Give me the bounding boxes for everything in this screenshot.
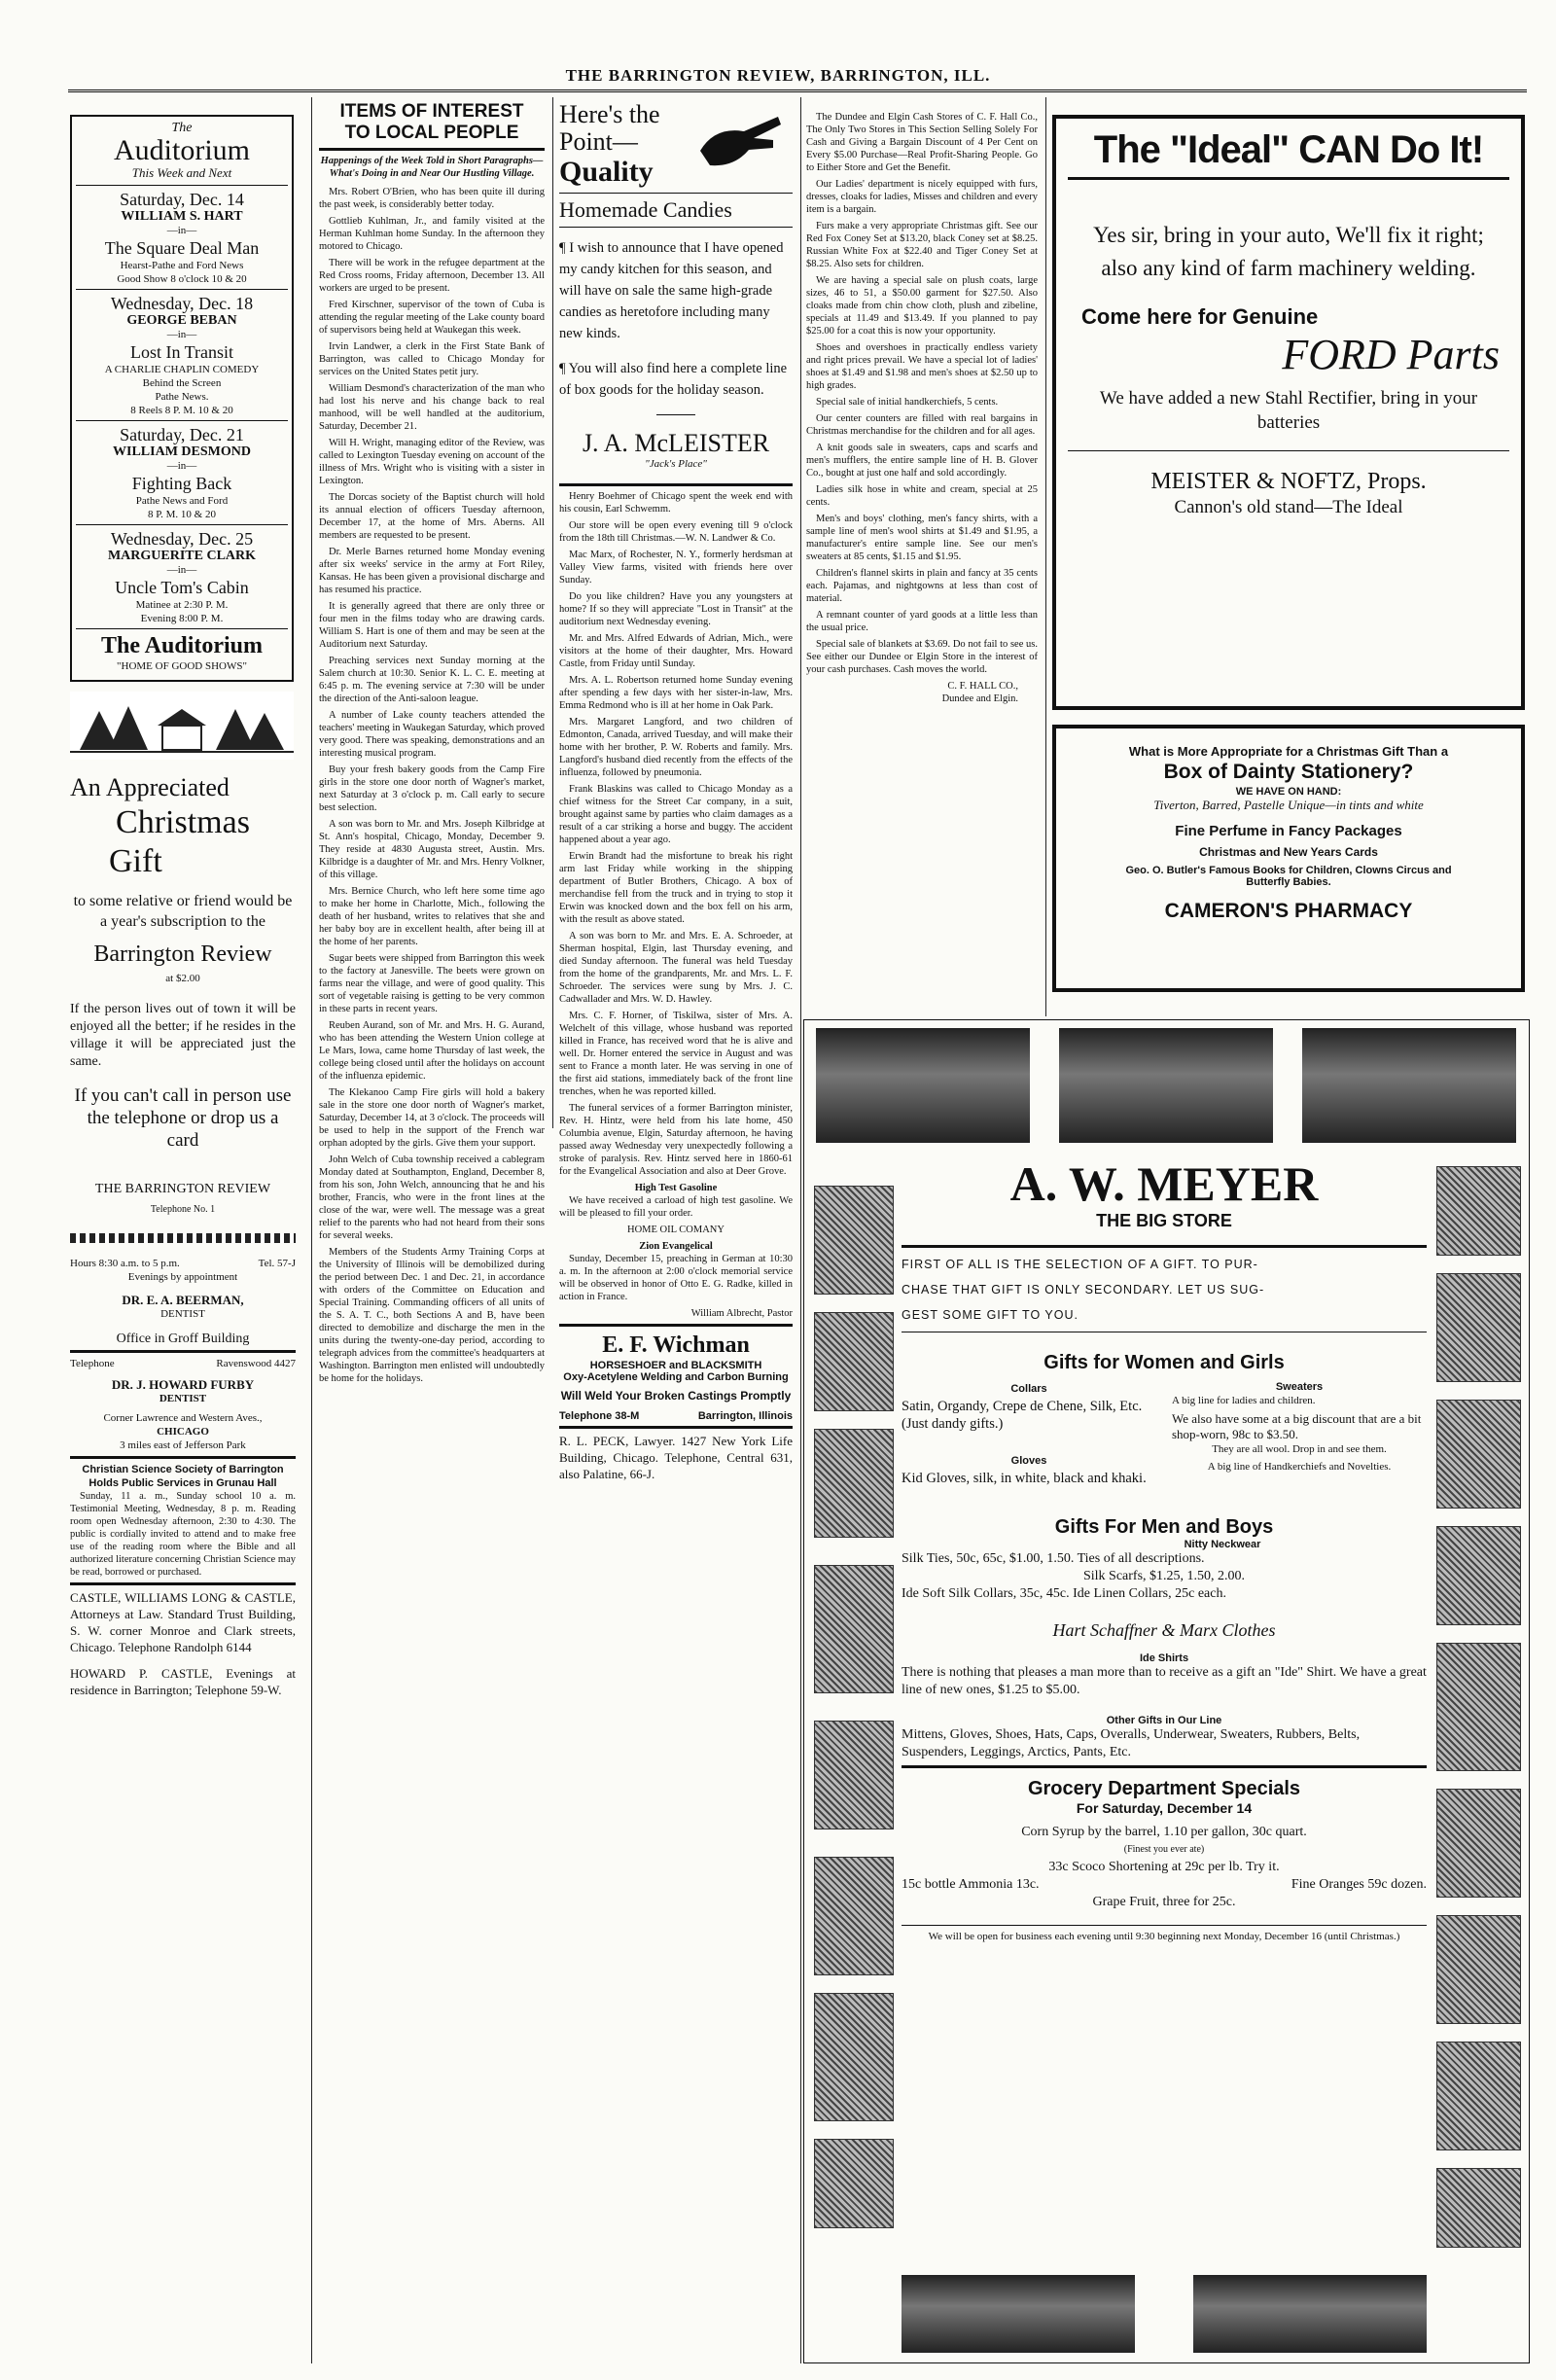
news-paragraph: Dr. Merle Barnes returned home Monday evening after six weeks' service in the army at Fort Riley, Kansas. He has been given a provisional discharge and has resumed his practice. [319,547,545,595]
science-notice [70,1463,296,1579]
furby-city: CHICAGO [157,1426,209,1438]
event-date: Saturday, Dec. 21 [120,425,244,444]
hdk: A big line of Handkerchiefs and Novelties. [1207,1461,1392,1473]
furby-miles: 3 miles east of Jefferson Park [120,1439,246,1451]
news-paragraph: A son was born to Mr. and Mrs. E. A. Schroeder, at Sherman hospital, Elgin, last Thursday evening, and died Sunday afternoon. The funeral was held Tuesday from the home of the grandparents, Mr. and Mrs. L. F. Schroeder. The services were sung by Mrs. J. C. Cadwallader and Mrs. W. D. Hawley. [559,931,793,1005]
furby-ad [70,1357,296,1452]
event-date: Saturday, Dec. 14 [120,190,244,209]
masthead: THE BARRINGTON REVIEW, BARRINGTON, ILL. [565,66,991,85]
zion-sig: William Albrecht, Pastor [690,1308,793,1319]
ideal-title: The "Ideal" CAN Do It! [1093,128,1484,171]
other-label: Other Gifts in Our Line [1106,1715,1222,1726]
toy-illustration [814,1312,894,1411]
ideal-stand: Cannon's old stand—The Ideal [1174,497,1403,517]
zion-body: Sunday, December 15, preaching in German at 10:30 a. m. In the afternoon at 2:00 o'clock memorial service will be observed in honor of Otto E. G. Radke, killed in action in France. [559,1254,793,1302]
news-paragraph: It is generally agreed that there are only three or four men in the films today who are drawing cards. William S. Hart is one of them and may be seen at the Auditorium next Saturday. [319,601,545,650]
news-paragraph: Frank Blaskins was called to Chicago Monday as a chief witness for the Street Car company, in a suit, brought against same by parties who claim damages as a result of a car striking a horse and buggy. The accident happened about a year ago. [559,784,793,845]
event-in: —in— [166,460,197,472]
sweaters-label: Sweaters [1275,1381,1324,1393]
gift-line: Barrington Review [93,941,272,967]
pointing-hand-icon [695,107,783,175]
castle-text2: HOWARD P. CASTLE, Evenings at residence in Barrington; Telephone 59-W. [70,1666,296,1697]
news-paragraph: Sugar beets were shipped from Barrington this week to the factory at Janesville. The beets were grown on farms near the village, and were of good quality. This sort of vegetable raising is getting to be very common in these parts in recent years. [319,953,545,1014]
candy-ad [559,101,793,470]
toy-illustration [814,2139,894,2228]
grocery-head: Grocery Department Specials [1027,1778,1301,1799]
other-body: Mittens, Gloves, Shoes, Hats, Caps, Overalls, Underwear, Sweaters, Rubbers, Belts, Suspenders, Leggings, Arctics, Pants, Etc. [902,1727,1361,1759]
zion-head: Zion Evangelical [639,1241,713,1252]
auditorium-event [76,420,288,524]
column-4 [806,111,1038,986]
wich-tel: Telephone 38-M [559,1410,640,1422]
items-title: ITEMS OF INTEREST [339,101,524,122]
items-title: TO LOCAL PEOPLE [344,123,519,143]
news-paragraph: Men's and boys' clothing, men's fancy shirts, with a sample line of men's wool shirts at $1.49 and $1.95, a manufacturer's entire sample line. See our men's sweaters at 85 cents, $1.15 and $1.95. [806,514,1038,562]
grocery-items [902,1824,1427,1911]
column-2 [319,101,545,2362]
candy-place: "Jack's Place" [645,458,707,470]
news-paragraph: Gottlieb Kuhlman, Jr., and family visited at the Herman Kuhlman home Sunday. In the afternoon they motored to Chicago. [319,216,545,252]
oranges: Fine Oranges 59c dozen. [1291,1877,1427,1892]
news-paragraph: Do you like children? Have you any youngsters at home? If so they will appreciate "Lost in Transit" at the auditorium next Wednesday evening. [559,591,793,627]
toy-illustration [1436,2168,1521,2248]
gas-sig: HOME OIL COMANY [627,1225,725,1235]
meyer-ad [803,1019,1530,2363]
furby-tel: Telephone [70,1358,115,1369]
news-paragraph: Children's flannel skirts in plain and fancy at 35 cents each. Pajamas, and nightgowns at less than cost of material. [806,568,1038,604]
furby-title: DENTIST [159,1393,207,1404]
meyer-intro-line: GEST SOME GIFT TO YOU. [902,1308,1079,1322]
hall-sig: C. F. HALL CO., [947,681,1018,692]
event-in: —in— [166,329,197,340]
pharmacy-q: What is More Appropriate for a Christmas Gift Than a [1128,744,1449,759]
event-date: Wednesday, Dec. 18 [110,294,254,313]
ideal-come: Come here for Genuine [1081,304,1319,329]
hart: Hart Schaffner & Marx Clothes [1052,1620,1276,1640]
beerman-name: DR. E. A. BEERMAN, [122,1293,244,1307]
castle-text: CASTLE, WILLIAMS LONG & CASTLE, Attorneys at Law. Standard Trust Building, S. W. corner Monroe and Clark streets, Chicago. Telephone Randolph 6144 [70,1590,296,1654]
meyer-name: A. W. MEYER [1009,1156,1319,1211]
sweaters-body: A big line for ladies and children. [1172,1395,1316,1406]
toy-illustration [814,1857,894,1975]
meyer-store: THE BIG STORE [1096,1211,1232,1230]
ties: Silk Ties, 50c, 65c, $1.00, 1.50. Ties of all descriptions. [902,1551,1205,1566]
masthead-rule [68,89,1527,92]
finest: (Finest you ever ate) [1123,1844,1205,1855]
gift-line: Christmas [116,804,250,840]
meyer-content [902,1156,1427,1943]
hall-sig2: Dundee and Elgin. [941,693,1018,704]
news-paragraph: Special sale of blankets at $3.69. Do not fail to see us. See either our Dundee or Elgin Store in the interest of your cash purchases. Cash moves the world. [806,639,1038,675]
news-paragraph: A knit goods sale in sweaters, caps and scarfs and men's mufflers, the entire sample line of H. B. Glover Co., bought at just one half and sold accordingly. [806,443,1038,479]
auditorium-footer [76,628,288,676]
hall-list [806,111,1038,676]
ideal-props: MEISTER & NOFTZ, Props. [1150,469,1427,494]
news-paragraph: Furs make a very appropriate Christmas gift. See our Red Fox Coney Set at $13.20, black Coney set at $8.25. Russian White Fox at $22.40 and Tiger Coney Set at $8.25. Also sets for children. [806,221,1038,269]
furby-addr: Corner Lawrence and Western Aves., [103,1412,263,1424]
doll-illustration [1436,1643,1521,1771]
gift-line: THE BARRINGTON REVIEW [94,1182,271,1196]
collars-m: Ide Soft Silk Collars, 35c, 45c. Ide Linen Collars, 25c each. [902,1586,1226,1601]
xmas-gift-ad [70,772,296,1220]
candy-h2: Point— [559,127,638,156]
beerman-tel: Tel. 57-J [258,1258,296,1269]
sweaters-body3: They are all wool. Drop in and see them. [1212,1443,1387,1455]
toy-illustration [1436,1915,1521,2024]
news-paragraph: We are having a special sale on plush coats, large sizes, 46 to 51, a $50.00 garment for $27.50. Also cloaks made from chin chow cloth, plush and zibeline, specials at 11.49 and $13.49. If you planned to pay $25.00 for a coat this is now your opportunity. [806,275,1038,337]
candy-h1: Here's the [559,101,660,128]
sleigh-illustration [816,1028,1030,1143]
news-paragraph: The funeral services of a former Barrington minister, Rev. H. Hintz, were held from his late home, 450 Columbia avenue, Elgin, Saturday afternoon, he having passed away Wednesday very unexpectedly following a stroke of paralysis. Rev. Hintz served here in 1860-61 for the Evangelical Association and also at Deer Grove. [559,1103,793,1177]
candy-name: J. A. McLEISTER [582,429,770,457]
toy-illustration [814,1186,894,1295]
news-paragraph: Our Ladies' department is nicely equipped with furs, dresses, cloaks for ladies, Misses and children and every item is a bargain. [806,179,1038,215]
event-star: MARGUERITE CLARK [107,549,257,563]
beerman-hours: Hours 8:30 a.m. to 5 p.m. [70,1258,180,1269]
toy-illustration [1436,1400,1521,1509]
candy-p2: ¶ You will also find here a complete line of box goods for the holiday season. [559,361,788,398]
event-film: Fighting Back [131,474,232,493]
women-head: Gifts for Women and Girls [1043,1352,1285,1373]
wich-city: Barrington, Illinois [697,1410,793,1422]
wich-l2: Oxy-Acetylene Welding and Carbon Burning [563,1371,789,1383]
pharmacy-perfume: Fine Perfume in Fancy Packages [1175,823,1402,839]
news-paragraph: The Dundee and Elgin Cash Stores of C. F. Hall Co., The Only Two Stores in This Section Selling Solely For Cash and Giving a Bargain Discount of 4 Per Cent on Every $5.00 Purchase—Real Profit-Sharing People. Go to Either Store and Get the Benefit. [806,112,1038,173]
news-paragraph: Irvin Landwer, a clerk in the First State Bank of Barrington, was called to Chicago Monday for services on the United States petit jury. [319,341,545,377]
men-items [902,1550,1427,1603]
news-paragraph: Mrs. Margaret Langford, and two children of Edmonton, Canada, arrived Tuesday, and will make their home with her brother, P. W. Roberts and family. Mrs. Langford's husband died recently from the effects of the influenza, followed by pneumonia. [559,717,793,778]
column-3 [559,101,793,2362]
meyer-intro [902,1252,1427,1328]
news-paragraph: The Dorcas society of the Baptist church will hold its annual election of officers Tuesday afternoon, December 17, at the home of Mrs. Aberns. All members are requested to be present. [319,492,545,541]
toy-illustration [814,1721,894,1829]
event-date: Wednesday, Dec. 25 [110,529,254,549]
news-paragraph: A son was born to Mr. and Mrs. Joseph Kilbridge at St. Ann's hospital, Chicago, Monday, December 9. They reside at 4830 Augusta street, Austin. Mrs. Kilbridge is a daughter of Mr. and Mrs. Henry Volkner, of this village. [319,819,545,880]
column-1 [70,115,296,2362]
event-in: —in— [166,564,197,576]
gas-body: We have received a carload of high test gasoline. We will be pleased to fill your order. [559,1195,793,1219]
news-paragraph: William Desmond's characterization of the man who had lost his nerve and his change back to real manhood, will be well handled at the auditorium, Saturday, December 21. [319,383,545,432]
auditorium-event [76,185,288,289]
pharmacy-butler: Geo. O. Butler's Famous Books for Children, Clowns Circus and Butterfly Babies. [1125,865,1452,888]
pharmacy-hand: WE HAVE ON HAND: [1235,786,1342,798]
gift-line: If you can't call in person use the telephone or drop us a card [74,1085,292,1151]
toy-illustration [1436,1789,1521,1898]
gas-head: High Test Gasoline [634,1183,718,1193]
news-paragraph: There will be work in the refugee department at the Red Cross rooms, Friday afternoon, December 13. All workers are urged to be present. [319,258,545,294]
column-rule [311,97,312,2363]
news-paragraph: The Klekanoo Camp Fire girls will hold a bakery sale in the store one door north of Wagner's market, Saturday, December 14, at 3 o'clock. The proceeds will be used to help in the support of the French war orphan adopted by the girls. Give them your support. [319,1087,545,1149]
ideal-ford: FORD Parts [1282,331,1500,378]
pharmacy-cards: Christmas and New Years Cards [1199,845,1378,859]
news-paragraph: A remnant counter of yard goods at a little less than the usual price. [806,610,1038,633]
column-rule [552,97,553,1128]
auditorium-event [76,524,288,628]
event-extra: Behind the Screen [142,377,222,389]
men-head: Gifts For Men and Boys [1054,1516,1274,1538]
news-paragraph: Reuben Aurand, son of Mr. and Mrs. H. G. Aurand, who has been attending the Western Union college at Le Mars, Iowa, came home Thursday of last week, the college being closed until after the holidays on account of the influenza epidemic. [319,1020,545,1082]
furby-name: DR. J. HOWARD FURBY [111,1377,255,1392]
news-paragraph: John Welch of Cuba township received a cablegram Monday dated at Southampton, England, December 8, from his son, John Welch, announcing that he and his brother, Francis, who were in the front lines at the close of the war, were well. The message was a great relief to the parents who had not heard from their sons for several weeks. [319,1154,545,1241]
event-extra: Matinee at 2:30 P. M. [135,599,229,611]
news-paragraph: Our store will be open every evening till 9 o'clock from the 18th till Christmas.—W. N. Landwer & Co. [559,520,793,544]
wich-l3: Will Weld Your Broken Castings Promptly [560,1389,792,1403]
toy-illustration [814,1993,894,2121]
gift-line: Telephone No. 1 [150,1204,216,1215]
holly-border [70,1233,296,1243]
news-paragraph: A number of Lake county teachers attended the teachers' meeting in Waukegan Saturday, which proved very good. There was speaking, demonstrations and an interesting musical program. [319,710,545,759]
beerman-title: DENTIST [160,1308,205,1320]
wich-name: E. F. Wichman [602,1332,750,1358]
news-paragraph: Erwin Brandt had the misfortune to break his right arm last Friday while working in the shipping department of Butler Brothers, Chicago. A box of merchandise fell from the truck and in trying to stop it Erwin was knocked down and the box fell on his arm, with the result as above stated. [559,851,793,925]
grape: Grape Fruit, three for 25c. [1092,1895,1236,1909]
event-in: —in— [166,225,197,236]
news-paragraph: Buy your fresh bakery goods from the Camp Fire girls in the store one door north of Wagner's market, next Saturday at 3 o'clock p. m. Call early to secure best selection. [319,764,545,813]
ideal-stahl: We have added a new Stahl Rectifier, bring in your batteries [1099,388,1478,433]
column-rule [800,97,801,2363]
news-paragraph: Fred Kirschner, supervisor of the town of Cuba is attending the regular meeting of the Lake county board of supervisors being held at Waukegan this week. [319,300,545,336]
ammonia: 15c bottle Ammonia 13c. [902,1877,1040,1892]
news-paragraph: Members of the Students Army Training Corps at the University of Illinois will be demobilized during the period between Dec. 1 and Dec. 21, in accordance with orders of the Committee on Education and Special Training. Commanding officers of all units of the S. A. T. C., both Sections A and B, have been directed to demobilize and discharge the men in the units during the twenty-one-day period, according to telegraph advices from the committee's headquarters at Washington. Barrington men enlisted will undoubtedly be home for the holidays. [319,1247,545,1384]
pharmacy-kinds: Tiverton, Barred, Pastelle Unique—in tints and white [1153,798,1424,812]
winter-scene-icon [70,692,294,760]
news-paragraph: Will H. Wright, managing editor of the Review, was called to Lexington Tuesday evening on account of the illness of Mrs. Wright who is visiting with a sister in Lexington. [319,438,545,486]
meyer-intro-line: CHASE THAT GIFT IS ONLY SECONDARY. LET US SUG- [902,1283,1265,1297]
items-subhead: Happenings of the Week Told in Short Paragraphs—What's Doing in and Near Our Hustling Village. [320,156,544,179]
event-extra: Pathe News and Ford [135,495,229,507]
gift-line: Gift [109,843,162,879]
auditorium-the: The [171,121,193,135]
evening-notice: We will be open for business each evening until 9:30 beginning next Monday, December 16 (until Christmas.) [928,1931,1400,1942]
pharmacy-box: Box of Dainty Stationery? [1163,761,1414,783]
toy-illustration [1436,2042,1521,2150]
event-extra: A CHARLIE CHAPLIN COMEDY [104,364,260,375]
gift-price: at $2.00 [165,973,200,984]
toy-illustration [1436,1273,1521,1382]
beerman-evenings: Evenings by appointment [127,1271,238,1283]
event-film: Uncle Tom's Cabin [115,578,249,597]
news-paragraph: Mrs. Bernice Church, who left here some time ago to make her home in Charlotte, Mich., following the death of her husband, writes to relatives that she and her baby boy are in excellent health, after being ill at the home of her parents. [319,886,545,947]
wich-l1: HORSESHOER and BLACKSMITH [589,1360,762,1371]
event-extra: Pathe News. [155,391,209,403]
doll-illustration [814,1565,894,1693]
event-note: Good Show 8 o'clock 10 & 20 [117,273,247,285]
event-film: Lost In Transit [129,342,234,362]
auditorium-ad [70,115,294,682]
news-paragraph: Ladies silk hose in white and cream, special at 25 cents. [806,484,1038,508]
beerman-office: Office in Groff Building [116,1332,250,1346]
news-paragraph: Shoes and overshoes in practically endless variety and right prices prevail. We have a special lot of ladies' shoes at $1.49 and $1.98 and men's shoes at $2.50 up to high grades. [806,342,1038,391]
toy-illustration [1436,1526,1521,1625]
gloves-label: Gloves [1010,1455,1047,1467]
auditorium-footer-sub: "HOME OF GOOD SHOWS" [117,660,247,672]
event-extra: Hearst-Pathe and Ford News [120,260,244,271]
gloves-body: Kid Gloves, silk, in white, black and khaki. [902,1471,1147,1486]
column-rule [1045,97,1046,1016]
ide-body: There is nothing that pleases a man more than to receive as a gift an "Ide" Shirt. We have a great line of new ones, $1.25 to $5.00. [902,1665,1427,1697]
event-note: 8 Reels 8 P. M. 10 & 20 [130,405,233,416]
news-paragraph: Mrs. C. F. Horner, of Tiskilwa, sister of Mrs. A. Welchelt of this village, whose husband was reported killed in France, has received word that he is alive and well. Dr. Horner entered the service in August and was sent to France a month later. He was serving in one of the first aid stations, immediately back of the front line trenches, when he was reported killed. [559,1011,793,1097]
collars-body: Satin, Organdy, Crepe de Chene, Silk, Etc. (Just dandy gifts.) [902,1399,1143,1432]
auditorium-subtitle: This Week and Next [131,165,232,180]
col3-list [559,490,793,1178]
wichman-ad [559,1331,793,1422]
items-list [319,186,545,1385]
auditorium-title: Auditorium [114,134,250,166]
ide-label: Ide Shirts [1139,1652,1189,1664]
scarfs: Silk Scarfs, $1.25, 1.50, 2.00. [1082,1569,1246,1583]
ideal-ad [1052,115,1525,710]
gift-line: An Appreciated [70,773,230,801]
news-paragraph: Henry Boehmer of Chicago spent the week end with his cousin, Earl Schwemm. [559,491,793,515]
toy-illustration [1436,1166,1521,1256]
gift-line: to some relative or friend would be a year's subscription to the [73,893,293,930]
toy-illustration [814,1429,894,1538]
candy-h3: Quality [559,156,654,188]
event-star: WILLIAM S. HART [121,209,243,224]
corn: Corn Syrup by the barrel, 1.10 per gallon, 30c quart. [1021,1825,1307,1839]
sleigh-illustration [1059,1028,1273,1143]
news-paragraph: Mac Marx, of Rochester, N. Y., formerly herdsman at Valley View farms, visited with friends here over Sunday. [559,550,793,586]
collars-label: Collars [1010,1383,1047,1395]
event-note: 8 P. M. 10 & 20 [148,509,216,520]
auditorium-footer-title: The Auditorium [100,633,264,658]
event-film: The Square Deal Man [104,238,260,258]
candy-p1: ¶ I wish to announce that I have opened my candy kitchen for this season, and will have on sale the same high-grade candies as heretofore including many new kinds. [559,240,784,341]
ideal-body: Yes sir, bring in your auto, We'll fix it right; also any kind of farm machinery welding. [1093,223,1484,280]
news-paragraph: Mr. and Mrs. Alfred Edwards of Adrian, Mich., were visitors at the home of their daughter, Mrs. Howard Castle, from Friday until Sunday. [559,633,793,669]
event-star: WILLIAM DESMOND [113,444,251,459]
news-paragraph: Mrs. Robert O'Brien, who has been quite ill during the past week, is considerably better today. [319,187,545,210]
event-extra: Evening 8:00 P. M. [140,613,224,624]
news-paragraph: Special sale of initial handkerchiefs, 5 cents. [816,397,999,408]
sleigh-illustration [1193,2275,1427,2353]
scoco: 33c Scoco Shortening at 29c per lb. Try it. [1048,1860,1280,1874]
for-sat: For Saturday, December 14 [1076,1800,1253,1816]
pharmacy-ad [1052,725,1525,992]
nitty: Nitty Neckwear [1184,1539,1261,1550]
zion-notice [559,1240,793,1320]
furby-tel2: Ravenswood 4427 [216,1358,296,1369]
news-paragraph: Our center counters are filled with real bargains in Christmas merchandise for the children and for all ages. [806,413,1038,437]
castle-ad [70,1589,296,1698]
sweaters-body2: We also have some at a big discount that are a bit shop-worn, 98c to $3.50. [1172,1411,1422,1441]
news-paragraph: Mrs. A. L. Robertson returned home Sunday evening after spending a few days with her sister-in-law, Mrs. Emma Redmond who is ill at her home in Oak Park. [559,675,793,711]
beerman-ad [70,1257,296,1346]
pharmacy-name: CAMERON'S PHARMACY [1164,900,1413,922]
science-head: Christian Science Society of Barrington Holds Public Services in Grunau Hall [82,1464,284,1489]
gift-line: If the person lives out of town it will be enjoyed all the better; if he resides in the village it will be appreciated just the same. [70,1002,296,1069]
sleigh-illustration [1302,1028,1516,1143]
news-paragraph: Preaching services next Sunday morning at the Salem church at 10:30. Senior K. L. C. E. meeting at 6:45 p. m. The evening service at 7:30 will be under the direction of the Anti-saloon league. [319,656,545,704]
science-body: Sunday, 11 a. m., Sunday school 10 a. m. Testimonial Meeting, Wednesday, 8 p. m. Reading room open Wednesday afternoon, 2:30 to 4:30. The public is cordially invited to attend and to make free use of the reading room where the Bible and all authorized literature concerning Christian Science may be read, borrowed or purchased. [70,1491,296,1578]
gasoline-notice [559,1182,793,1236]
auditorium-event [76,289,288,420]
candy-h4: Homemade Candies [559,197,732,222]
peck-ad: R. L. PECK, Lawyer. 1427 New York Life Building, Chicago. Telephone, Central 631, also Palatine, 66-J. [559,1434,793,1481]
sleigh-illustration [902,2275,1135,2353]
meyer-intro-line: FIRST OF ALL IS THE SELECTION OF A GIFT. TO PUR- [902,1258,1258,1271]
event-star: GEORGE BEBAN [126,313,237,328]
